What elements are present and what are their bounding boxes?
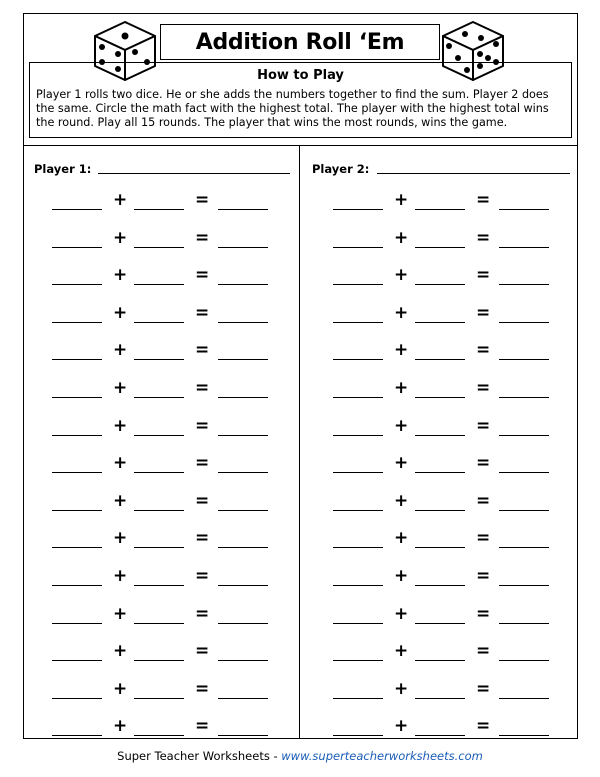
addend-1-blank[interactable]	[333, 284, 383, 285]
equals-sign: =	[476, 453, 491, 474]
sum-blank[interactable]	[218, 284, 268, 285]
equals-sign: =	[476, 415, 491, 436]
equals-sign: =	[476, 641, 491, 662]
round-row	[311, 453, 551, 491]
equals-sign: =	[476, 340, 491, 361]
addend-2-blank[interactable]	[415, 698, 465, 699]
equals-sign: =	[195, 302, 210, 323]
addend-1-blank[interactable]	[52, 623, 102, 624]
round-row	[30, 641, 270, 679]
title-box	[160, 24, 440, 60]
addend-2-blank[interactable]	[134, 435, 184, 436]
addend-2-blank[interactable]	[134, 660, 184, 661]
addend-2-blank[interactable]	[415, 547, 465, 548]
round-row	[311, 679, 551, 717]
addend-2-blank[interactable]	[134, 397, 184, 398]
plus-sign: +	[113, 265, 128, 286]
addend-2-blank[interactable]	[134, 698, 184, 699]
addend-1-blank[interactable]	[52, 547, 102, 548]
equals-sign: =	[195, 565, 210, 586]
sum-blank[interactable]	[218, 547, 268, 548]
footer-text: Super Teacher Worksheets -	[117, 749, 282, 763]
addend-1-blank[interactable]	[333, 209, 383, 210]
plus-sign: +	[394, 641, 409, 662]
player-2-label: Player 2:	[312, 162, 370, 176]
equals-sign: =	[195, 265, 210, 286]
sum-blank[interactable]	[499, 359, 549, 360]
round-row	[311, 340, 551, 378]
addend-2-blank[interactable]	[415, 585, 465, 586]
equals-sign: =	[476, 377, 491, 398]
round-row	[311, 303, 551, 341]
sum-blank[interactable]	[218, 510, 268, 511]
equals-sign: =	[195, 377, 210, 398]
round-row	[30, 453, 270, 491]
round-row	[311, 528, 551, 566]
player-1-rounds	[30, 190, 270, 754]
equals-sign: =	[476, 678, 491, 699]
sum-blank[interactable]	[499, 284, 549, 285]
round-row	[30, 303, 270, 341]
addend-2-blank[interactable]	[134, 623, 184, 624]
round-row	[311, 416, 551, 454]
addend-1-blank[interactable]	[52, 735, 102, 736]
round-row	[311, 491, 551, 529]
sum-blank[interactable]	[499, 698, 549, 699]
plus-sign: +	[394, 377, 409, 398]
addend-1-blank[interactable]	[333, 322, 383, 323]
round-row	[30, 679, 270, 717]
addend-2-blank[interactable]	[415, 359, 465, 360]
addend-2-blank[interactable]	[415, 284, 465, 285]
addend-2-blank[interactable]	[134, 510, 184, 511]
equals-sign: =	[476, 227, 491, 248]
equals-sign: =	[476, 716, 491, 737]
sum-blank[interactable]	[499, 322, 549, 323]
sum-blank[interactable]	[499, 209, 549, 210]
equals-sign: =	[195, 528, 210, 549]
addend-2-blank[interactable]	[134, 247, 184, 248]
round-row	[311, 265, 551, 303]
sum-blank[interactable]	[218, 247, 268, 248]
equals-sign: =	[476, 603, 491, 624]
addend-2-blank[interactable]	[415, 435, 465, 436]
plus-sign: +	[394, 716, 409, 737]
addend-1-blank[interactable]	[333, 660, 383, 661]
equals-sign: =	[476, 565, 491, 586]
addend-2-blank[interactable]	[134, 735, 184, 736]
sum-blank[interactable]	[499, 397, 549, 398]
sum-blank[interactable]	[218, 698, 268, 699]
plus-sign: +	[113, 227, 128, 248]
round-row	[311, 378, 551, 416]
equals-sign: =	[195, 190, 210, 210]
sum-blank[interactable]	[499, 585, 549, 586]
round-row	[30, 528, 270, 566]
plus-sign: +	[113, 453, 128, 474]
round-row	[30, 340, 270, 378]
player-1-label: Player 1:	[34, 162, 92, 176]
equals-sign: =	[195, 716, 210, 737]
addend-1-blank[interactable]	[333, 547, 383, 548]
equals-sign: =	[476, 190, 491, 210]
sum-blank[interactable]	[499, 547, 549, 548]
addend-1-blank[interactable]	[52, 359, 102, 360]
round-row	[30, 190, 270, 228]
page-title: Addition Roll ‘Em	[195, 29, 405, 55]
round-row	[30, 265, 270, 303]
addend-2-blank[interactable]	[415, 735, 465, 736]
plus-sign: +	[113, 603, 128, 624]
sum-blank[interactable]	[218, 735, 268, 736]
addend-1-blank[interactable]	[52, 397, 102, 398]
plus-sign: +	[394, 678, 409, 699]
addend-2-blank[interactable]	[134, 209, 184, 210]
how-to-play-heading: How to Play	[257, 68, 344, 83]
round-row	[30, 416, 270, 454]
sum-blank[interactable]	[499, 735, 549, 736]
equals-sign: =	[195, 453, 210, 474]
addend-1-blank[interactable]	[333, 585, 383, 586]
plus-sign: +	[394, 453, 409, 474]
plus-sign: +	[113, 716, 128, 737]
addend-1-blank[interactable]	[333, 472, 383, 473]
plus-sign: +	[113, 641, 128, 662]
addend-1-blank[interactable]	[52, 322, 102, 323]
column-divider	[299, 145, 300, 739]
equals-sign: =	[476, 302, 491, 323]
equals-sign: =	[476, 490, 491, 511]
round-row	[30, 491, 270, 529]
equals-sign: =	[195, 641, 210, 662]
addend-1-blank[interactable]	[52, 698, 102, 699]
addend-1-blank[interactable]	[52, 247, 102, 248]
addend-2-blank[interactable]	[134, 322, 184, 323]
round-row	[311, 566, 551, 604]
divider	[23, 145, 578, 146]
equals-sign: =	[195, 678, 210, 699]
footer	[0, 749, 600, 763]
addend-1-blank[interactable]	[333, 247, 383, 248]
sum-blank[interactable]	[218, 322, 268, 323]
player-2-rounds	[311, 190, 551, 754]
sum-blank[interactable]	[218, 623, 268, 624]
plus-sign: +	[394, 302, 409, 323]
plus-sign: +	[394, 227, 409, 248]
sum-blank[interactable]	[499, 623, 549, 624]
instructions-box	[29, 62, 572, 138]
round-row	[311, 604, 551, 642]
plus-sign: +	[113, 377, 128, 398]
addend-1-blank[interactable]	[52, 284, 102, 285]
plus-sign: +	[394, 565, 409, 586]
addend-1-blank[interactable]	[52, 510, 102, 511]
addend-2-blank[interactable]	[134, 472, 184, 473]
plus-sign: +	[394, 415, 409, 436]
addend-1-blank[interactable]	[333, 510, 383, 511]
equals-sign: =	[195, 490, 210, 511]
round-row	[30, 378, 270, 416]
sum-blank[interactable]	[218, 209, 268, 210]
plus-sign: +	[394, 190, 409, 210]
addend-2-blank[interactable]	[415, 247, 465, 248]
addend-2-blank[interactable]	[415, 472, 465, 473]
addend-2-blank[interactable]	[134, 359, 184, 360]
sum-blank[interactable]	[499, 472, 549, 473]
plus-sign: +	[113, 415, 128, 436]
sum-blank[interactable]	[499, 660, 549, 661]
round-row	[311, 641, 551, 679]
equals-sign: =	[195, 415, 210, 436]
sum-blank[interactable]	[218, 397, 268, 398]
footer-url[interactable]: www.superteacherworksheets.com	[281, 749, 483, 763]
sum-blank[interactable]	[218, 359, 268, 360]
sum-blank[interactable]	[218, 585, 268, 586]
sum-blank[interactable]	[499, 510, 549, 511]
sum-blank[interactable]	[218, 660, 268, 661]
equals-sign: =	[476, 528, 491, 549]
sum-blank[interactable]	[499, 247, 549, 248]
equals-sign: =	[476, 265, 491, 286]
addend-2-blank[interactable]	[415, 322, 465, 323]
addend-2-blank[interactable]	[415, 510, 465, 511]
plus-sign: +	[113, 565, 128, 586]
addend-2-blank[interactable]	[415, 623, 465, 624]
plus-sign: +	[394, 265, 409, 286]
plus-sign: +	[113, 340, 128, 361]
addend-2-blank[interactable]	[415, 209, 465, 210]
sum-blank[interactable]	[499, 435, 549, 436]
addend-1-blank[interactable]	[333, 735, 383, 736]
equals-sign: =	[195, 227, 210, 248]
round-row	[311, 190, 551, 228]
addend-1-blank[interactable]	[52, 435, 102, 436]
plus-sign: +	[113, 490, 128, 511]
round-row	[311, 228, 551, 266]
addend-1-blank[interactable]	[333, 435, 383, 436]
round-row	[30, 604, 270, 642]
addend-1-blank[interactable]	[333, 698, 383, 699]
plus-sign: +	[394, 603, 409, 624]
sum-blank[interactable]	[218, 472, 268, 473]
round-row	[30, 228, 270, 266]
plus-sign: +	[394, 490, 409, 511]
addend-2-blank[interactable]	[415, 660, 465, 661]
round-row	[30, 566, 270, 604]
addend-1-blank[interactable]	[333, 397, 383, 398]
plus-sign: +	[113, 302, 128, 323]
plus-sign: +	[113, 678, 128, 699]
player-1-name-field[interactable]	[98, 173, 290, 174]
addend-1-blank[interactable]	[52, 209, 102, 210]
addend-2-blank[interactable]	[134, 585, 184, 586]
plus-sign: +	[394, 528, 409, 549]
sum-blank[interactable]	[218, 435, 268, 436]
addend-2-blank[interactable]	[134, 284, 184, 285]
plus-sign: +	[113, 190, 128, 210]
addend-2-blank[interactable]	[134, 547, 184, 548]
plus-sign: +	[394, 340, 409, 361]
addend-1-blank[interactable]	[52, 472, 102, 473]
how-to-play-text: Player 1 rolls two dice. He or she adds the numbers together to find the sum. Player 2 does the same. Circle the math fact with the highest total. The player with the highest total wins the round. Play all 15 rounds. The player that wins the most rounds, wins the game.	[36, 88, 549, 129]
addend-2-blank[interactable]	[415, 397, 465, 398]
addend-1-blank[interactable]	[333, 623, 383, 624]
addend-1-blank[interactable]	[52, 660, 102, 661]
player-2-name-field[interactable]	[377, 173, 570, 174]
equals-sign: =	[195, 340, 210, 361]
addend-1-blank[interactable]	[333, 359, 383, 360]
plus-sign: +	[113, 528, 128, 549]
equals-sign: =	[195, 603, 210, 624]
addend-1-blank[interactable]	[52, 585, 102, 586]
